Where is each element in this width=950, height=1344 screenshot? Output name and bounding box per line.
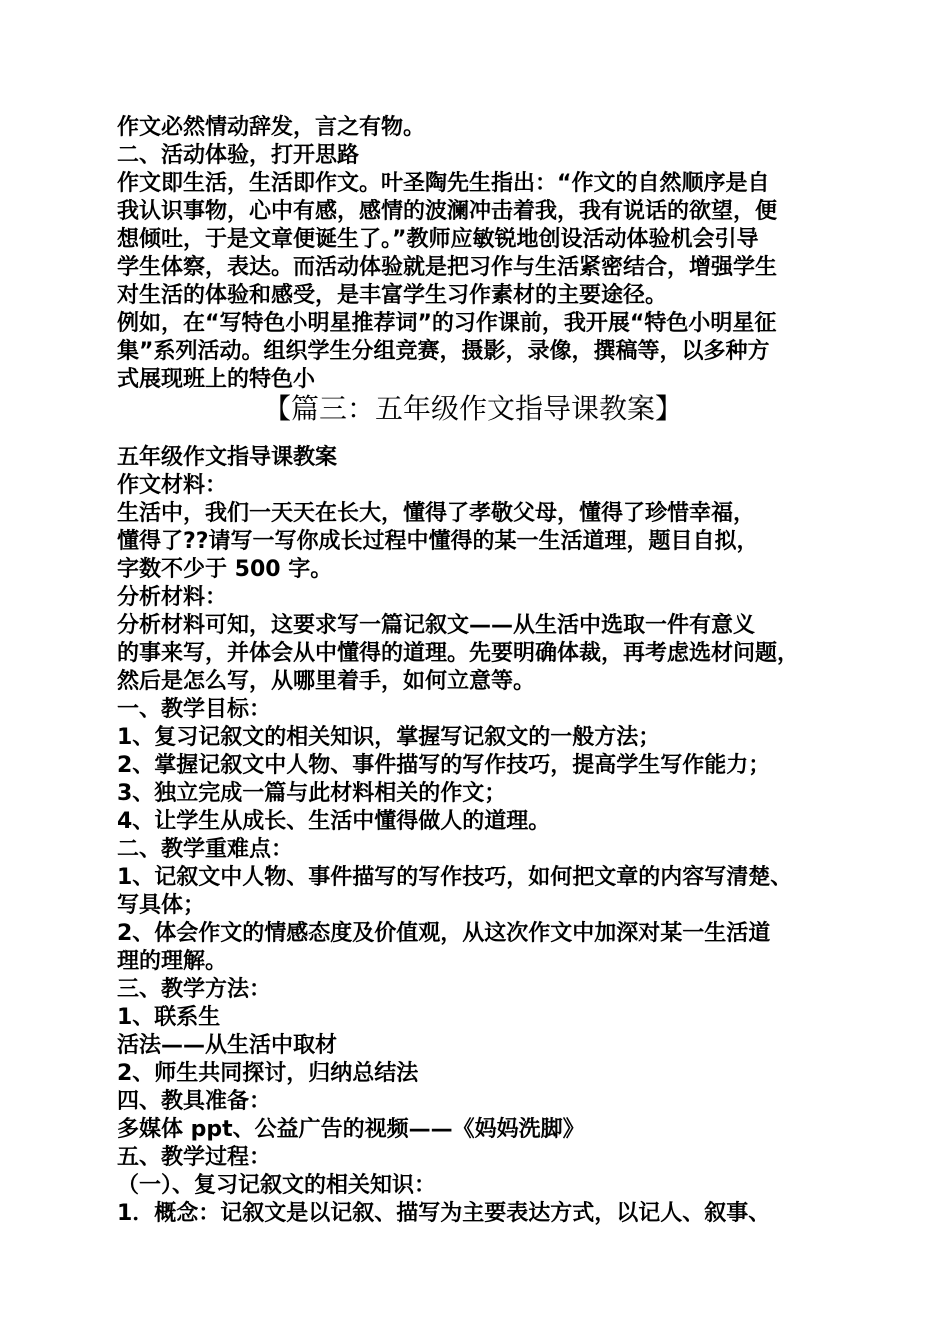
subheading-line: 二、活动体验，打开思路 bbox=[117, 143, 360, 168]
text-line: 我认识事物，心中有感，感情的波澜冲击着我，我有说话的欲望，便 bbox=[117, 199, 778, 224]
text-line: 活法——从生活中取材 bbox=[117, 1033, 338, 1058]
text-line: 1、复习记叙文的相关知识，掌握写记叙文的一般方法； bbox=[117, 725, 661, 750]
text-line: 1、记叙文中人物、事件描写的写作技巧，如何把文章的内容写清楚、 bbox=[117, 865, 793, 890]
text-line: 学生体察，表达。而活动体验就是把习作与生活紧密结合，增强学生 bbox=[117, 255, 778, 280]
text-line: 对生活的体验和感受，是丰富学生习作素材的主要途径。 bbox=[117, 283, 668, 308]
text-line: 作文必然情动辞发，言之有物。 bbox=[117, 115, 426, 140]
text-line: 集”系列活动。组织学生分组竞赛，摄影，录像，撰稿等，以多种方 bbox=[117, 339, 770, 364]
text-line: 想倾吐，于是文章便诞生了。”教师应敏锐地创设活动体验机会引导 bbox=[117, 227, 759, 252]
text-line: 作文即生活，生活即作文。叶圣陶先生指出：“作文的自然顺序是自 bbox=[117, 171, 770, 196]
text-line: 分析材料： bbox=[117, 585, 228, 610]
text-line: 二、教学重难点： bbox=[117, 837, 294, 862]
text-line: 四、教具准备： bbox=[117, 1089, 272, 1114]
text-line: 理的理解。 bbox=[117, 949, 228, 974]
text-line: 例如，在“写特色小明星推荐词”的习作课前，我开展“特色小明星征 bbox=[117, 311, 777, 336]
text-line: 作文材料： bbox=[117, 473, 228, 498]
doc-title-line: 五年级作文指导课教案 bbox=[117, 445, 338, 470]
text-line: 4、让学生从成长、生活中懂得做人的道理。 bbox=[117, 809, 551, 834]
text-line: 2、掌握记叙文中人物、事件描写的写作技巧，提高学生写作能力； bbox=[117, 753, 771, 778]
text-line: 3、独立完成一篇与此材料相关的作文； bbox=[117, 781, 507, 806]
text-line: 的事来写，并体会从中懂得的道理。先要明确体裁，再考虑选材问题， bbox=[117, 641, 800, 666]
text-line: 多媒体 ppt、公益广告的视频——《妈妈洗脚》 bbox=[117, 1117, 585, 1142]
text-line: 三、教学方法： bbox=[117, 977, 272, 1002]
text-line: 字数不少于 500 字。 bbox=[117, 557, 333, 582]
text-line: 五、教学过程： bbox=[117, 1145, 272, 1170]
text-line: 写具体； bbox=[117, 893, 206, 918]
text-line: 分析材料可知，这要求写一篇记叙文——从生活中选取一件有意义 bbox=[117, 613, 756, 638]
text-line: 2、师生共同探讨，归纳总结法 bbox=[117, 1061, 419, 1086]
text-line: 生活中，我们一天天在长大，懂得了孝敬父母，懂得了珍惜幸福， bbox=[117, 501, 756, 526]
text-line: 1、联系生 bbox=[117, 1005, 221, 1030]
text-line: 懂得了??请写一写你成长过程中懂得的某一生活道理，题目自拟， bbox=[117, 529, 759, 554]
text-line: 2、体会作文的情感态度及价值观，从这次作文中加深对某一生活道 bbox=[117, 921, 771, 946]
section-heading: 【篇三：五年级作文指导课教案】 bbox=[263, 392, 684, 425]
text-line: 1．概念：记叙文是以记叙、描写为主要表达方式，以记人、叙事、 bbox=[117, 1201, 771, 1226]
text-line: 然后是怎么写，从哪里着手，如何立意等。 bbox=[117, 669, 536, 694]
text-line: 式展现班上的特色小 bbox=[117, 367, 316, 392]
text-line: （一）、复习记叙文的相关知识： bbox=[117, 1173, 437, 1198]
text-line: 一、教学目标： bbox=[117, 697, 272, 722]
